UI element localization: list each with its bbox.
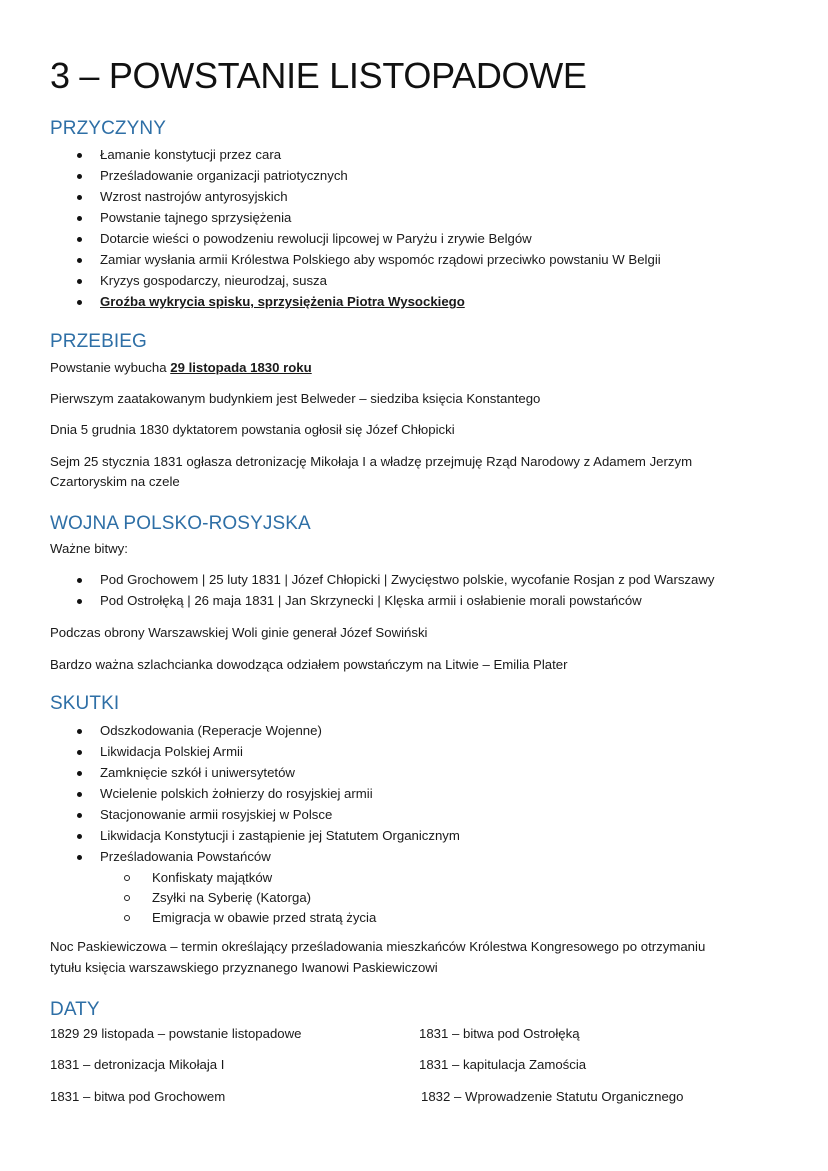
bullet-icon [77,792,82,797]
list-item: Likwidacja Konstytucji i zastąpienie jej Statutem Organicznym [0,826,828,847]
skutki-list [0,721,828,928]
list-item: Zamiar wysłania armii Królestwa Polskiego aby wspomóc rządowi przeciwko powstaniu W Belgii [0,250,828,271]
heading-skutki: SKUTKI [50,693,120,714]
list-item: Kryzys gospodarczy, nieurodzaj, susza [0,271,828,292]
circle-bullet-icon [124,875,130,881]
document-title: 3 – POWSTANIE LISTOPADOWE [50,55,587,96]
bullet-icon [77,258,82,263]
list-item: Zamknięcie szkół i uniwersytetów [0,763,828,784]
list-item: Wzrost nastrojów antyrosyjskich [0,187,828,208]
date-right-2: 1831 – kapitulacja Zamościa [419,1057,587,1072]
heading-przyczyny: PRZYCZYNY [50,118,166,139]
bullet-icon [77,834,82,839]
przebieg-paragraph-3: Dnia 5 grudnia 1830 dyktatorem powstania ogłosił się Józef Chłopicki [50,422,455,437]
bullet-icon [77,279,82,284]
heading-przebieg: PRZEBIEG [50,331,147,352]
przebieg-paragraph-2: Pierwszym zaatakowanym budynkiem jest Belweder – siedziba księcia Konstantego [50,391,541,406]
list-item: Wcielenie polskich żołnierzy do rosyjskiej armii [0,784,828,805]
bullet-icon [77,174,82,179]
list-item: Łamanie konstytucji przez cara [0,145,828,166]
circle-bullet-icon [124,895,130,901]
bullet-icon [77,855,82,860]
bullet-icon [77,578,82,583]
heading-wojna: WOJNA POLSKO-ROSYJSKA [50,513,311,534]
skutki-note-line-1: Noc Paskiewiczowa – termin określający prześladowania mieszkańców Królestwa Kongresowego po otrzymaniu [50,939,706,954]
date-left-2: 1831 – detronizacja Mikołaja I [50,1057,225,1072]
battles-list [0,570,828,612]
bullet-icon [77,237,82,242]
wojna-paragraph-2: Bardzo ważna szlachcianka dowodząca odziałem powstańczym na Litwie – Emilia Plater [50,657,568,672]
bullet-icon [77,750,82,755]
bullet-icon [77,771,82,776]
bullet-icon [77,599,82,604]
list-item: Powstanie tajnego sprzysiężenia [0,208,828,229]
bullet-icon [77,153,82,158]
date-right-1: 1831 – bitwa pod Ostrołęką [419,1026,580,1041]
przebieg-paragraph-4-line-2: Czartoryskim na czele [50,474,180,489]
wojna-intro: Ważne bitwy: [50,541,128,556]
circle-bullet-icon [124,915,130,921]
przyczyny-list [0,145,828,313]
bullet-icon [77,195,82,200]
list-item: Likwidacja Polskiej Armii [0,742,828,763]
list-item: Odszkodowania (Reperacje Wojenne) [0,721,828,742]
bullet-icon [77,813,82,818]
bullet-icon [77,300,82,305]
list-item: Dotarcie wieści o powodzeniu rewolucji lipcowej w Paryżu i zrywie Belgów [0,229,828,250]
bullet-icon [77,216,82,221]
date-right-3: 1832 – Wprowadzenie Statutu Organicznego [421,1089,684,1104]
list-item: Groźba wykrycia spisku, sprzysiężenia Piotra Wysockiego [0,292,828,313]
przebieg-paragraph-1: Powstanie wybucha 29 listopada 1830 roku [50,360,312,375]
list-item: Stacjonowanie armii rosyjskiej w Polsce [0,805,828,826]
przebieg-paragraph-4-line-1: Sejm 25 stycznia 1831 ogłasza detronizację Mikołaja I a władzę przejmuję Rząd Narodowy z Adamem Jerzym [50,454,693,469]
sub-list-item: Zsyłki na Syberię (Katorga) [0,888,828,908]
list-item: Pod Ostrołęką | 26 maja 1831 | Jan Skrzynecki | Klęska armii i osłabienie morali powstańców [0,591,828,612]
list-item: Pod Grochowem | 25 luty 1831 | Józef Chłopicki | Zwycięstwo polskie, wycofanie Rosjan z pod Warszawy [0,570,828,591]
list-item: Prześladowania Powstańców [0,847,828,868]
bullet-icon [77,729,82,734]
list-item: Prześladowanie organizacji patriotycznych [0,166,828,187]
date-left-1: 1829 29 listopada – powstanie listopadowe [50,1026,302,1041]
sub-list-item: Konfiskaty majątków [0,868,828,888]
sub-list-item: Emigracja w obawie przed stratą życia [0,908,828,928]
heading-daty: DATY [50,999,100,1020]
date-left-3: 1831 – bitwa pod Grochowem [50,1089,226,1104]
skutki-note-line-2: tytułu księcia warszawskiego przyznanego Iwanowi Paskiewiczowi [50,960,438,975]
wojna-paragraph-1: Podczas obrony Warszawskiej Woli ginie generał Józef Sowiński [50,625,428,640]
